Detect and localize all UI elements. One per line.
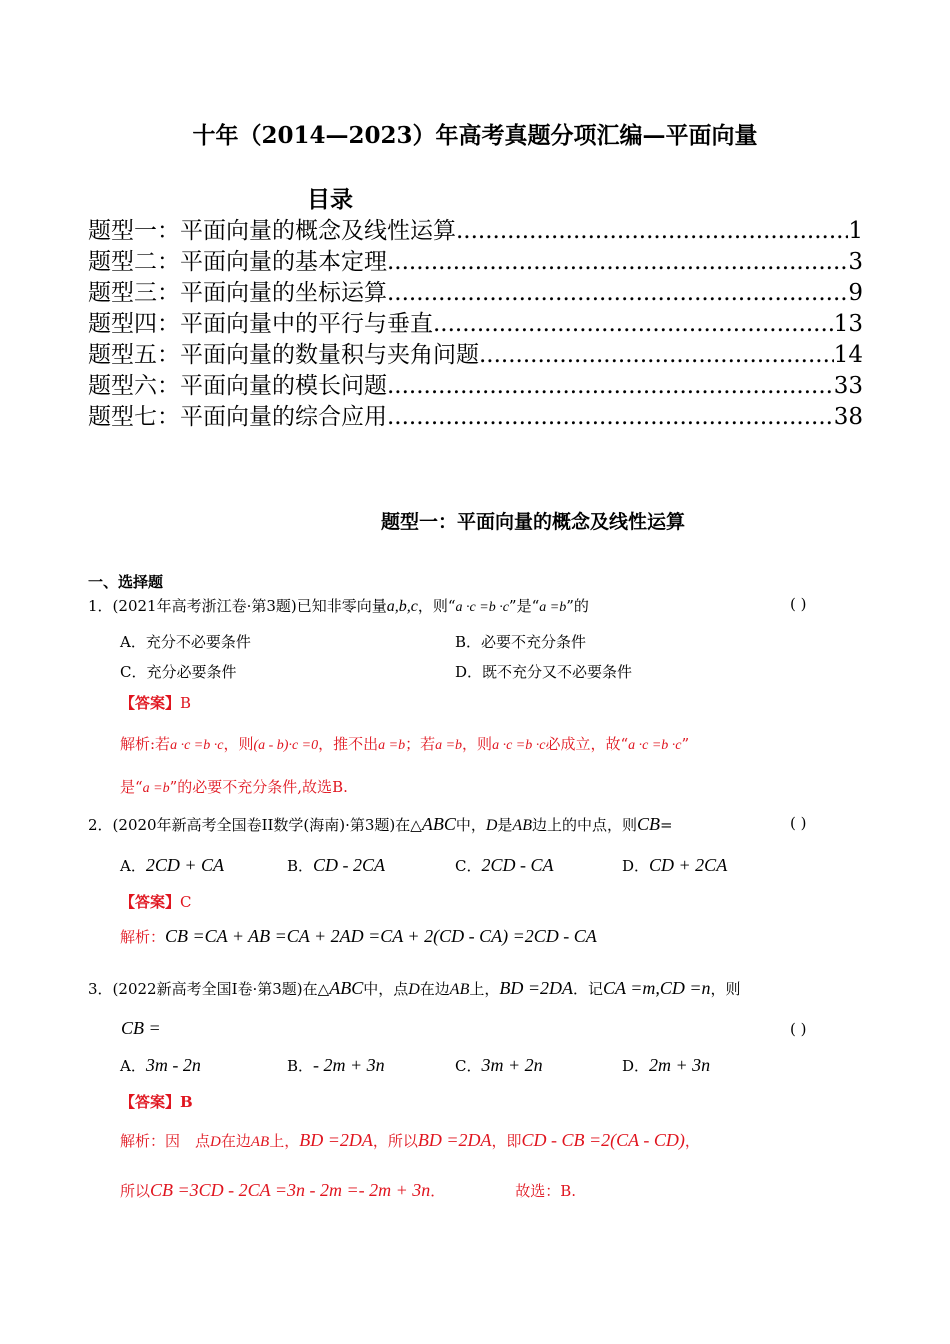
- q1-option-d: D．既不充分又不必要条件: [455, 663, 633, 681]
- option-letter: B．: [287, 857, 314, 875]
- q2-ab: AB: [512, 817, 532, 834]
- q2-d: D: [485, 817, 498, 834]
- solution-text: ，: [684, 1132, 700, 1150]
- math-expr: BD =2DA: [299, 1130, 373, 1150]
- math-expr: a =b: [142, 781, 170, 796]
- answer-value: B: [180, 694, 192, 712]
- q1-mid2: ”是“: [508, 597, 540, 615]
- q3-d: D: [408, 981, 420, 998]
- option-letter: B．: [287, 1057, 314, 1075]
- q2-stem-text: 2．(2020年新高考全国卷II数学(海南)·第3题)在△: [88, 816, 422, 834]
- q2-answer: [120, 891, 192, 912]
- q3-solution-line2: [120, 1180, 576, 1201]
- toc-item-label: 题型五：平面向量的数量积与夹角问题: [88, 342, 479, 368]
- q1-answer: [120, 692, 191, 713]
- q3-stem-line2: CB =: [121, 1018, 161, 1038]
- q3-condition: BD =2DA: [499, 978, 573, 998]
- math-expr: a =b: [378, 738, 406, 753]
- toc-item-page: 33: [833, 373, 863, 399]
- q3-answer: [120, 1091, 193, 1112]
- q1-answer-bracket: ( ): [790, 595, 807, 613]
- solution-text: ．: [430, 1182, 446, 1200]
- q1-option-a: A．充分不必要条件: [120, 633, 251, 651]
- q1-end: ”的: [566, 597, 589, 615]
- toc-heading: 目录: [307, 186, 353, 213]
- toc-item-label: 题型四：平面向量中的平行与垂直: [88, 311, 433, 337]
- document-title: 十年（2014—2023）年高考真题分项汇编—平面向量: [192, 122, 758, 149]
- q1-option-c: C．充分必要条件: [120, 663, 237, 681]
- option-letter: D．: [622, 1057, 650, 1075]
- solution-text: 解析:若: [120, 735, 171, 753]
- solution-label: 解析：: [120, 928, 166, 946]
- q1-solution-line1: [120, 733, 689, 754]
- q2-solution: [120, 926, 597, 947]
- solution-text: 在边: [220, 1132, 251, 1150]
- solution-text: 解析：因 点: [120, 1132, 211, 1150]
- toc-item-page: 1: [848, 218, 863, 244]
- toc-item-label: 题型七：平面向量的综合应用: [88, 404, 387, 430]
- toc-item-page: 38: [833, 404, 863, 430]
- option-letter: C．: [455, 857, 482, 875]
- question-2-stem: [88, 814, 673, 835]
- toc-item[interactable]: [88, 212, 863, 243]
- solution-text: 所以: [120, 1182, 151, 1200]
- solution-text: 上，: [269, 1132, 300, 1150]
- q3-stem-text: 3．(2022新高考全国I卷·第3题)在△: [88, 980, 330, 998]
- toc-leader-dots: [479, 342, 834, 368]
- answer-label: 【答案】: [120, 893, 181, 911]
- option-expr: CD + 2CA: [649, 855, 728, 875]
- solution-text: 是“: [120, 778, 143, 796]
- q2-option-d: [622, 855, 727, 876]
- solution-text: ”: [681, 735, 690, 753]
- toc-item[interactable]: [88, 398, 863, 429]
- solution-text: ”的必要不充分条件,故选B.: [169, 778, 348, 796]
- toc-leader-dots: [456, 218, 848, 244]
- toc-leader-dots: [387, 280, 848, 306]
- q1-expr2: a =b: [539, 600, 567, 615]
- q1-mid: ，则“: [417, 597, 456, 615]
- toc-item[interactable]: [88, 274, 863, 305]
- q3-definition: CA =m,CD =n: [603, 978, 711, 998]
- answer-value: B: [180, 1093, 193, 1111]
- option-letter: A．: [120, 857, 146, 875]
- math-expr: CB =3CD - 2CA =3n - 2m =- 2m + 3n: [150, 1180, 431, 1200]
- q2-eq: =: [660, 816, 673, 834]
- option-letter: A．: [120, 1057, 146, 1075]
- q3-answer-bracket: ( ): [790, 1020, 807, 1038]
- math-expr: (a - b)·c =0: [253, 738, 319, 753]
- q2-option-b: [287, 855, 385, 876]
- q2-answer-bracket: ( ): [790, 814, 807, 832]
- answer-value: C: [180, 893, 192, 911]
- answer-label: 【答案】: [120, 1093, 181, 1111]
- option-letter: C．: [455, 1057, 482, 1075]
- math-expr: D: [210, 1134, 221, 1150]
- solution-text: ，即: [491, 1132, 522, 1150]
- toc-leader-dots: [387, 249, 848, 275]
- q3-solution-line1: [120, 1130, 700, 1151]
- toc-item[interactable]: [88, 305, 863, 336]
- answer-label: 【答案】: [120, 694, 181, 712]
- math-expr: a =b: [435, 738, 463, 753]
- math-expr: AB: [250, 1134, 270, 1150]
- table-of-contents: [88, 212, 863, 429]
- option-expr: 2m + 3n: [649, 1055, 711, 1075]
- q3-mid4: ．记: [573, 980, 604, 998]
- solution-expr: CB =CA + AB =CA + 2AD =CA + 2(CD - CA) =2CD - CA: [165, 926, 597, 946]
- toc-item-label: 题型六：平面向量的模长问题: [88, 373, 387, 399]
- q3-option-b: [287, 1055, 385, 1076]
- q3-ab: AB: [449, 981, 470, 998]
- q2-mid2: 是: [497, 816, 513, 834]
- q3-option-a: [120, 1055, 201, 1076]
- toc-leader-dots: [387, 373, 834, 399]
- solution-text: ，推不出: [318, 735, 379, 753]
- q1-solution-line2: [120, 776, 348, 797]
- toc-item-label: 题型三：平面向量的坐标运算: [88, 280, 387, 306]
- option-expr: CD - 2CA: [313, 855, 386, 875]
- toc-item-page: 3: [848, 249, 863, 275]
- toc-item-page: 14: [833, 342, 863, 368]
- option-letter: D．: [622, 857, 650, 875]
- math-expr: a ·c =b ·c: [492, 738, 546, 753]
- solution-text: ，则: [462, 735, 493, 753]
- toc-item[interactable]: [88, 243, 863, 274]
- toc-item-label: 题型一：平面向量的概念及线性运算: [88, 218, 456, 244]
- q1-expr1: a ·c =b ·c: [455, 600, 509, 615]
- toc-item-page: 13: [833, 311, 863, 337]
- section-title: 题型一：平面向量的概念及线性运算: [380, 511, 685, 533]
- option-expr: - 2m + 3n: [313, 1055, 385, 1075]
- toc-leader-dots: [433, 311, 834, 337]
- q3-option-c: [455, 1055, 543, 1076]
- q2-option-c: [455, 855, 553, 876]
- q2-mid3: 边上的中点，则: [531, 816, 637, 834]
- question-1-stem: [88, 595, 589, 616]
- q3-mid2: 在边: [419, 980, 450, 998]
- option-expr: 2CD - CA: [481, 855, 554, 875]
- option-expr: 3m + 2n: [481, 1055, 543, 1075]
- solution-text: ，则: [223, 735, 254, 753]
- q3-triangle: ABC: [329, 978, 364, 998]
- q2-cb: CB: [636, 814, 660, 834]
- option-expr: 2CD + CA: [145, 855, 224, 875]
- math-expr: BD =2DA: [417, 1130, 492, 1150]
- math-expr: a ·c =b ·c: [170, 738, 224, 753]
- q2-option-a: [120, 855, 224, 876]
- q1-vars: a,b,c: [386, 598, 418, 615]
- q1-stem-text: 1．(2021年高考浙江卷·第3题)已知非零向量: [88, 597, 387, 615]
- toc-item-page: 9: [848, 280, 863, 306]
- solution-text: ，所以: [372, 1132, 418, 1150]
- q1-option-b: B．必要不充分条件: [455, 633, 587, 651]
- solution-text: 必成立，故“: [545, 735, 629, 753]
- solution-text: ；若: [405, 735, 436, 753]
- q2-triangle: ABC: [421, 814, 456, 834]
- q3-mid: 中，点: [363, 980, 409, 998]
- q3-mid3: 上，: [469, 980, 500, 998]
- q3-end: ，则: [710, 980, 741, 998]
- option-expr: 3m - 2n: [145, 1055, 201, 1075]
- toc-item[interactable]: [88, 336, 863, 367]
- question-3-stem: [88, 978, 741, 999]
- math-expr: CD - CB =2(CA - CD): [521, 1130, 685, 1150]
- math-expr: a ·c =b ·c: [628, 738, 682, 753]
- q2-mid: 中，: [455, 816, 486, 834]
- toc-item[interactable]: [88, 367, 863, 398]
- solution-text: 故选：B.: [515, 1182, 577, 1200]
- toc-leader-dots: [387, 404, 834, 430]
- q3-option-d: [622, 1055, 710, 1076]
- toc-item-label: 题型二：平面向量的基本定理: [88, 249, 387, 275]
- subsection-title: 一、选择题: [88, 573, 164, 591]
